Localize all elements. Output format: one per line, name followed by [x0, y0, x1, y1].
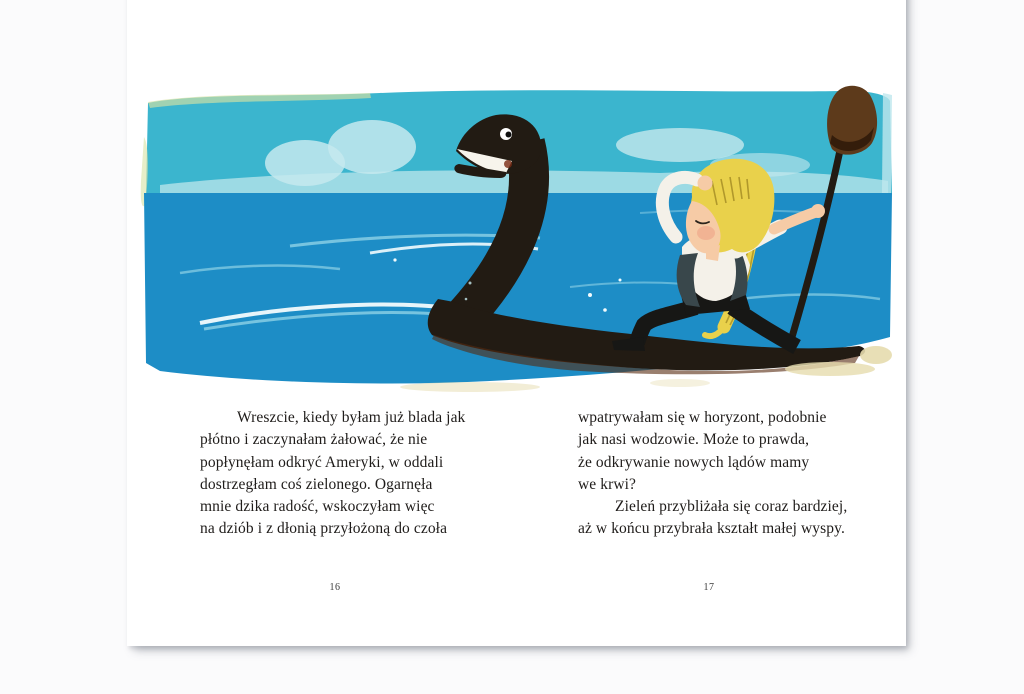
right-page-text — [578, 407, 858, 541]
text-line: dostrzegłam coś zielonego. Ogarnęła — [200, 475, 433, 493]
left-page-text — [200, 407, 480, 541]
right-hand — [811, 204, 825, 218]
spray-dot-4 — [393, 258, 396, 261]
text-line: że odkrywanie nowych lądów mamy — [578, 453, 810, 471]
text-line: aż w końcu przybrała kształt małej wyspy. — [578, 520, 845, 538]
dragon-pupil — [506, 132, 512, 138]
sand-brush-2 — [400, 382, 540, 392]
cloud-hump-2 — [328, 120, 416, 174]
sand-brush-4 — [650, 379, 710, 387]
book-spread — [127, 0, 906, 646]
text-line: we krwi? — [578, 475, 637, 493]
illustration — [140, 85, 897, 397]
illustration-canvas — [140, 85, 897, 397]
spray-dot-2 — [603, 308, 607, 312]
left-hand — [698, 176, 713, 191]
text-line: wpatrywałam się w horyzont, podobnie — [578, 409, 827, 426]
text-line: płótno i zaczynałam żałować, że nie — [200, 431, 428, 449]
spray-dot-3 — [619, 279, 622, 282]
text-line: popłynęłam odkryć Ameryki, w oddali — [200, 453, 444, 471]
cheek-blush — [697, 226, 715, 240]
text-line: na dziób i z dłonią przyłożoną do czoła — [200, 520, 448, 538]
sand-brush-3 — [860, 346, 892, 364]
sand-brush-1 — [785, 362, 875, 376]
neck-speck-1 — [469, 282, 472, 285]
text-line: jak nasi wodzowie. Może to prawda, — [578, 431, 810, 449]
text-line: Zieleń przybliżała się coraz bardziej, — [615, 498, 848, 516]
text-line: mnie dzika radość, wskoczyłam więc — [200, 498, 435, 516]
text-line: Wreszcie, kiedy byłam już blada jak — [237, 409, 466, 426]
dragon-mouth-corner — [504, 160, 512, 168]
spray-dot-1 — [588, 293, 592, 297]
page-number-left: 16 — [329, 582, 341, 593]
page-number-right: 17 — [703, 582, 715, 593]
neck-speck-2 — [465, 298, 468, 301]
